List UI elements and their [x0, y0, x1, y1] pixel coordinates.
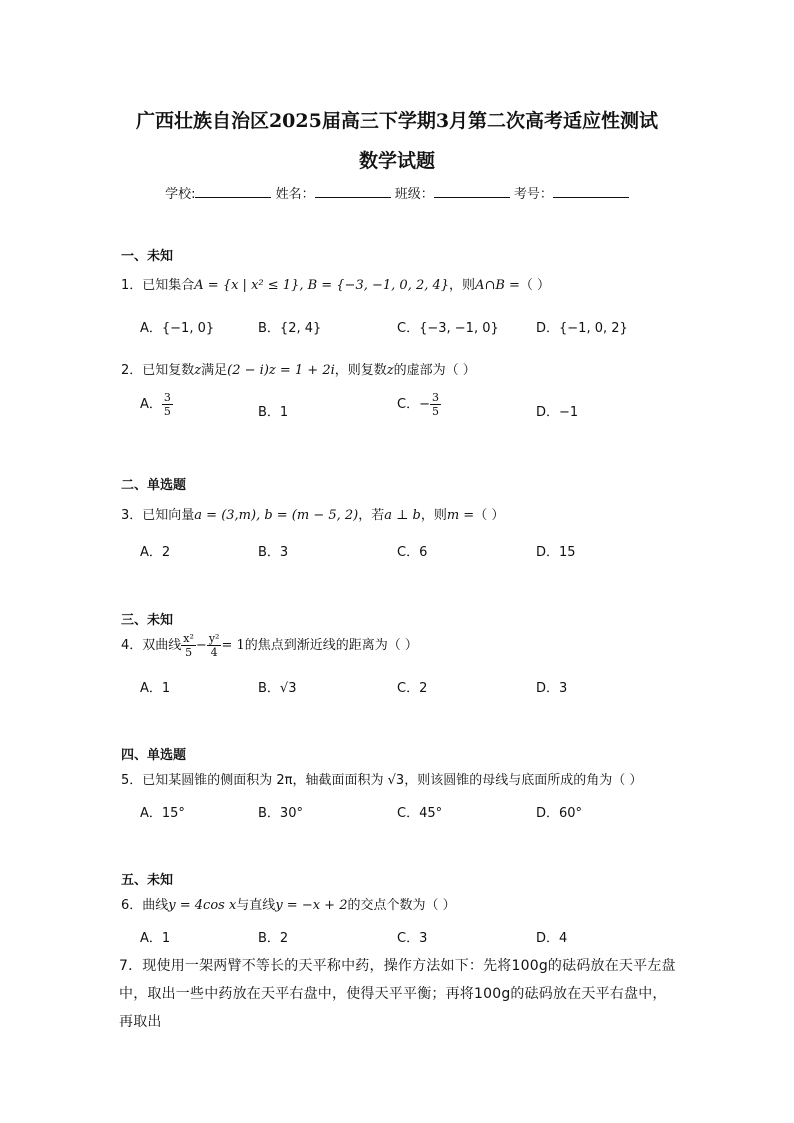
- q3-math2: a ⊥ b: [384, 508, 421, 523]
- q3-m: m =: [446, 508, 475, 523]
- question-2: [121, 359, 476, 378]
- class-label: 班级：: [394, 187, 434, 202]
- q2-option-b: B．1: [258, 405, 289, 420]
- number-label: 考号：: [513, 187, 553, 202]
- q3-option-b: B．3: [258, 545, 289, 560]
- section-heading-3: 三、未知: [121, 613, 174, 628]
- question-5: 5．已知某圆锥的侧面积为 2π，轴截面面积为 √3，则该圆锥的母线与底面所成的角为（ ）: [121, 773, 643, 788]
- q2-stem-a: 2．已知复数: [121, 363, 195, 378]
- section-heading-4: 四、单选题: [121, 748, 187, 763]
- number-blank: [553, 185, 629, 198]
- q6-option-b: B．2: [258, 931, 289, 946]
- q6-option-a: A．1: [140, 931, 171, 946]
- section-heading-5: 五、未知: [121, 873, 174, 888]
- q5-option-b: B．30°: [258, 806, 303, 821]
- q6-stem-b: 与直线: [236, 898, 276, 913]
- question-4: [121, 632, 418, 659]
- question-3: [121, 504, 504, 523]
- q5-option-c: C．45°: [397, 806, 443, 821]
- q4-fraction-y: [207, 632, 222, 659]
- q2-option-c-label: C．−: [397, 397, 430, 412]
- school-blank: [195, 185, 271, 198]
- q4-fraction-x: [181, 632, 196, 659]
- q4-equals: = 1: [221, 638, 245, 653]
- q2-option-c-numerator: 3: [431, 391, 439, 404]
- q2-option-a-fraction: [162, 391, 173, 418]
- q3-option-c: C．6: [397, 545, 428, 560]
- q1-math: A = {x | x² ≤ 1}, B = {−3, −1, 0, 2, 4}: [194, 278, 450, 293]
- q2-math: (2 − i)z = 1 + 2i: [227, 363, 335, 378]
- question-7: 7．现使用一架两臂不等长的天平称中药，操作方法如下：先将100g的砝码放在天平左盘中，取出一些中药放在天平右盘中，使得天平平衡；再将100g的砝码放在天平右盘中，再取出: [119, 958, 676, 1030]
- q5-option-d: D．60°: [536, 806, 583, 821]
- q1-stem-c: （ ）: [519, 278, 551, 293]
- q4-fraction-y-denominator: 4: [210, 646, 218, 659]
- class-blank: [434, 185, 510, 198]
- q4-option-c: C．2: [397, 681, 428, 696]
- q3-math: a = (3,m), b = (m − 5, 2): [194, 508, 359, 523]
- q1-option-a: A．{−1, 0}: [140, 321, 215, 336]
- q1-option-c: C．{−3, −1, 0}: [397, 321, 499, 336]
- q1-option-b: B．{2, 4}: [258, 321, 322, 336]
- q1-math2: A∩B =: [475, 278, 520, 293]
- school-label: 学校:: [165, 187, 196, 202]
- q2-option-a: [140, 391, 173, 418]
- q4-fraction-y-numerator: y²: [208, 632, 220, 645]
- student-info-line: [0, 183, 794, 202]
- q1-option-d: D．{−1, 0, 2}: [536, 321, 628, 336]
- q4-option-d: D．3: [536, 681, 568, 696]
- q6-option-d: D．4: [536, 931, 568, 946]
- q3-stem-b: ，若: [358, 508, 385, 523]
- q2-option-c: [397, 391, 441, 418]
- q6-math2: y = −x + 2: [275, 898, 348, 913]
- q3-option-d: D．15: [536, 545, 576, 560]
- q2-option-c-fraction: [430, 391, 441, 418]
- q6-stem-a: 6．曲线: [121, 898, 169, 913]
- exam-subtitle: 数学试题: [358, 150, 435, 172]
- name-blank: [315, 185, 391, 198]
- exam-title: 广西壮族自治区2025届高三下学期3月第二次高考适应性测试: [135, 110, 659, 132]
- q5-option-a: A．15°: [140, 806, 185, 821]
- q4-option-a: A．1: [140, 681, 171, 696]
- q2-option-d: D．−1: [536, 405, 579, 420]
- q1-stem-a: 1．已知集合: [121, 278, 195, 293]
- q3-stem-a: 3．已知向量: [121, 508, 195, 523]
- section-heading-1: 一、未知: [121, 249, 174, 264]
- q2-stem-c: ，则复数: [334, 363, 387, 378]
- q4-fraction-x-denominator: 5: [185, 646, 193, 659]
- question-1: [121, 274, 550, 293]
- q4-option-b: B．√3: [258, 681, 297, 696]
- question-6: [121, 894, 456, 913]
- q2-option-c-denominator: 5: [431, 405, 439, 418]
- q6-stem-c: 的交点个数为（ ）: [347, 898, 456, 913]
- q4-stem-b: 的焦点到渐近线的距离为（ ）: [244, 638, 418, 653]
- q4-fraction-x-numerator: x²: [183, 632, 194, 645]
- q2-option-a-numerator: 3: [163, 391, 171, 404]
- q2-z2: z: [386, 363, 394, 378]
- q4-minus: −: [195, 638, 207, 653]
- q2-stem-d: 的虚部为（ ）: [393, 363, 476, 378]
- q2-option-a-denominator: 5: [163, 405, 171, 418]
- name-label: 姓名：: [275, 187, 315, 202]
- q2-option-a-label: A．: [140, 397, 162, 412]
- q1-stem-b: ，则: [449, 278, 476, 293]
- q2-z1: z: [194, 363, 202, 378]
- q6-math: y = 4cos x: [168, 898, 237, 913]
- section-heading-2: 二、单选题: [121, 478, 187, 493]
- q3-stem-c: ，则: [420, 508, 447, 523]
- q2-stem-b: 满足: [201, 363, 228, 378]
- q4-stem-a: 4．双曲线: [121, 638, 182, 653]
- q3-option-a: A．2: [140, 545, 171, 560]
- q3-stem-d: （ ）: [474, 508, 505, 523]
- q6-option-c: C．3: [397, 931, 428, 946]
